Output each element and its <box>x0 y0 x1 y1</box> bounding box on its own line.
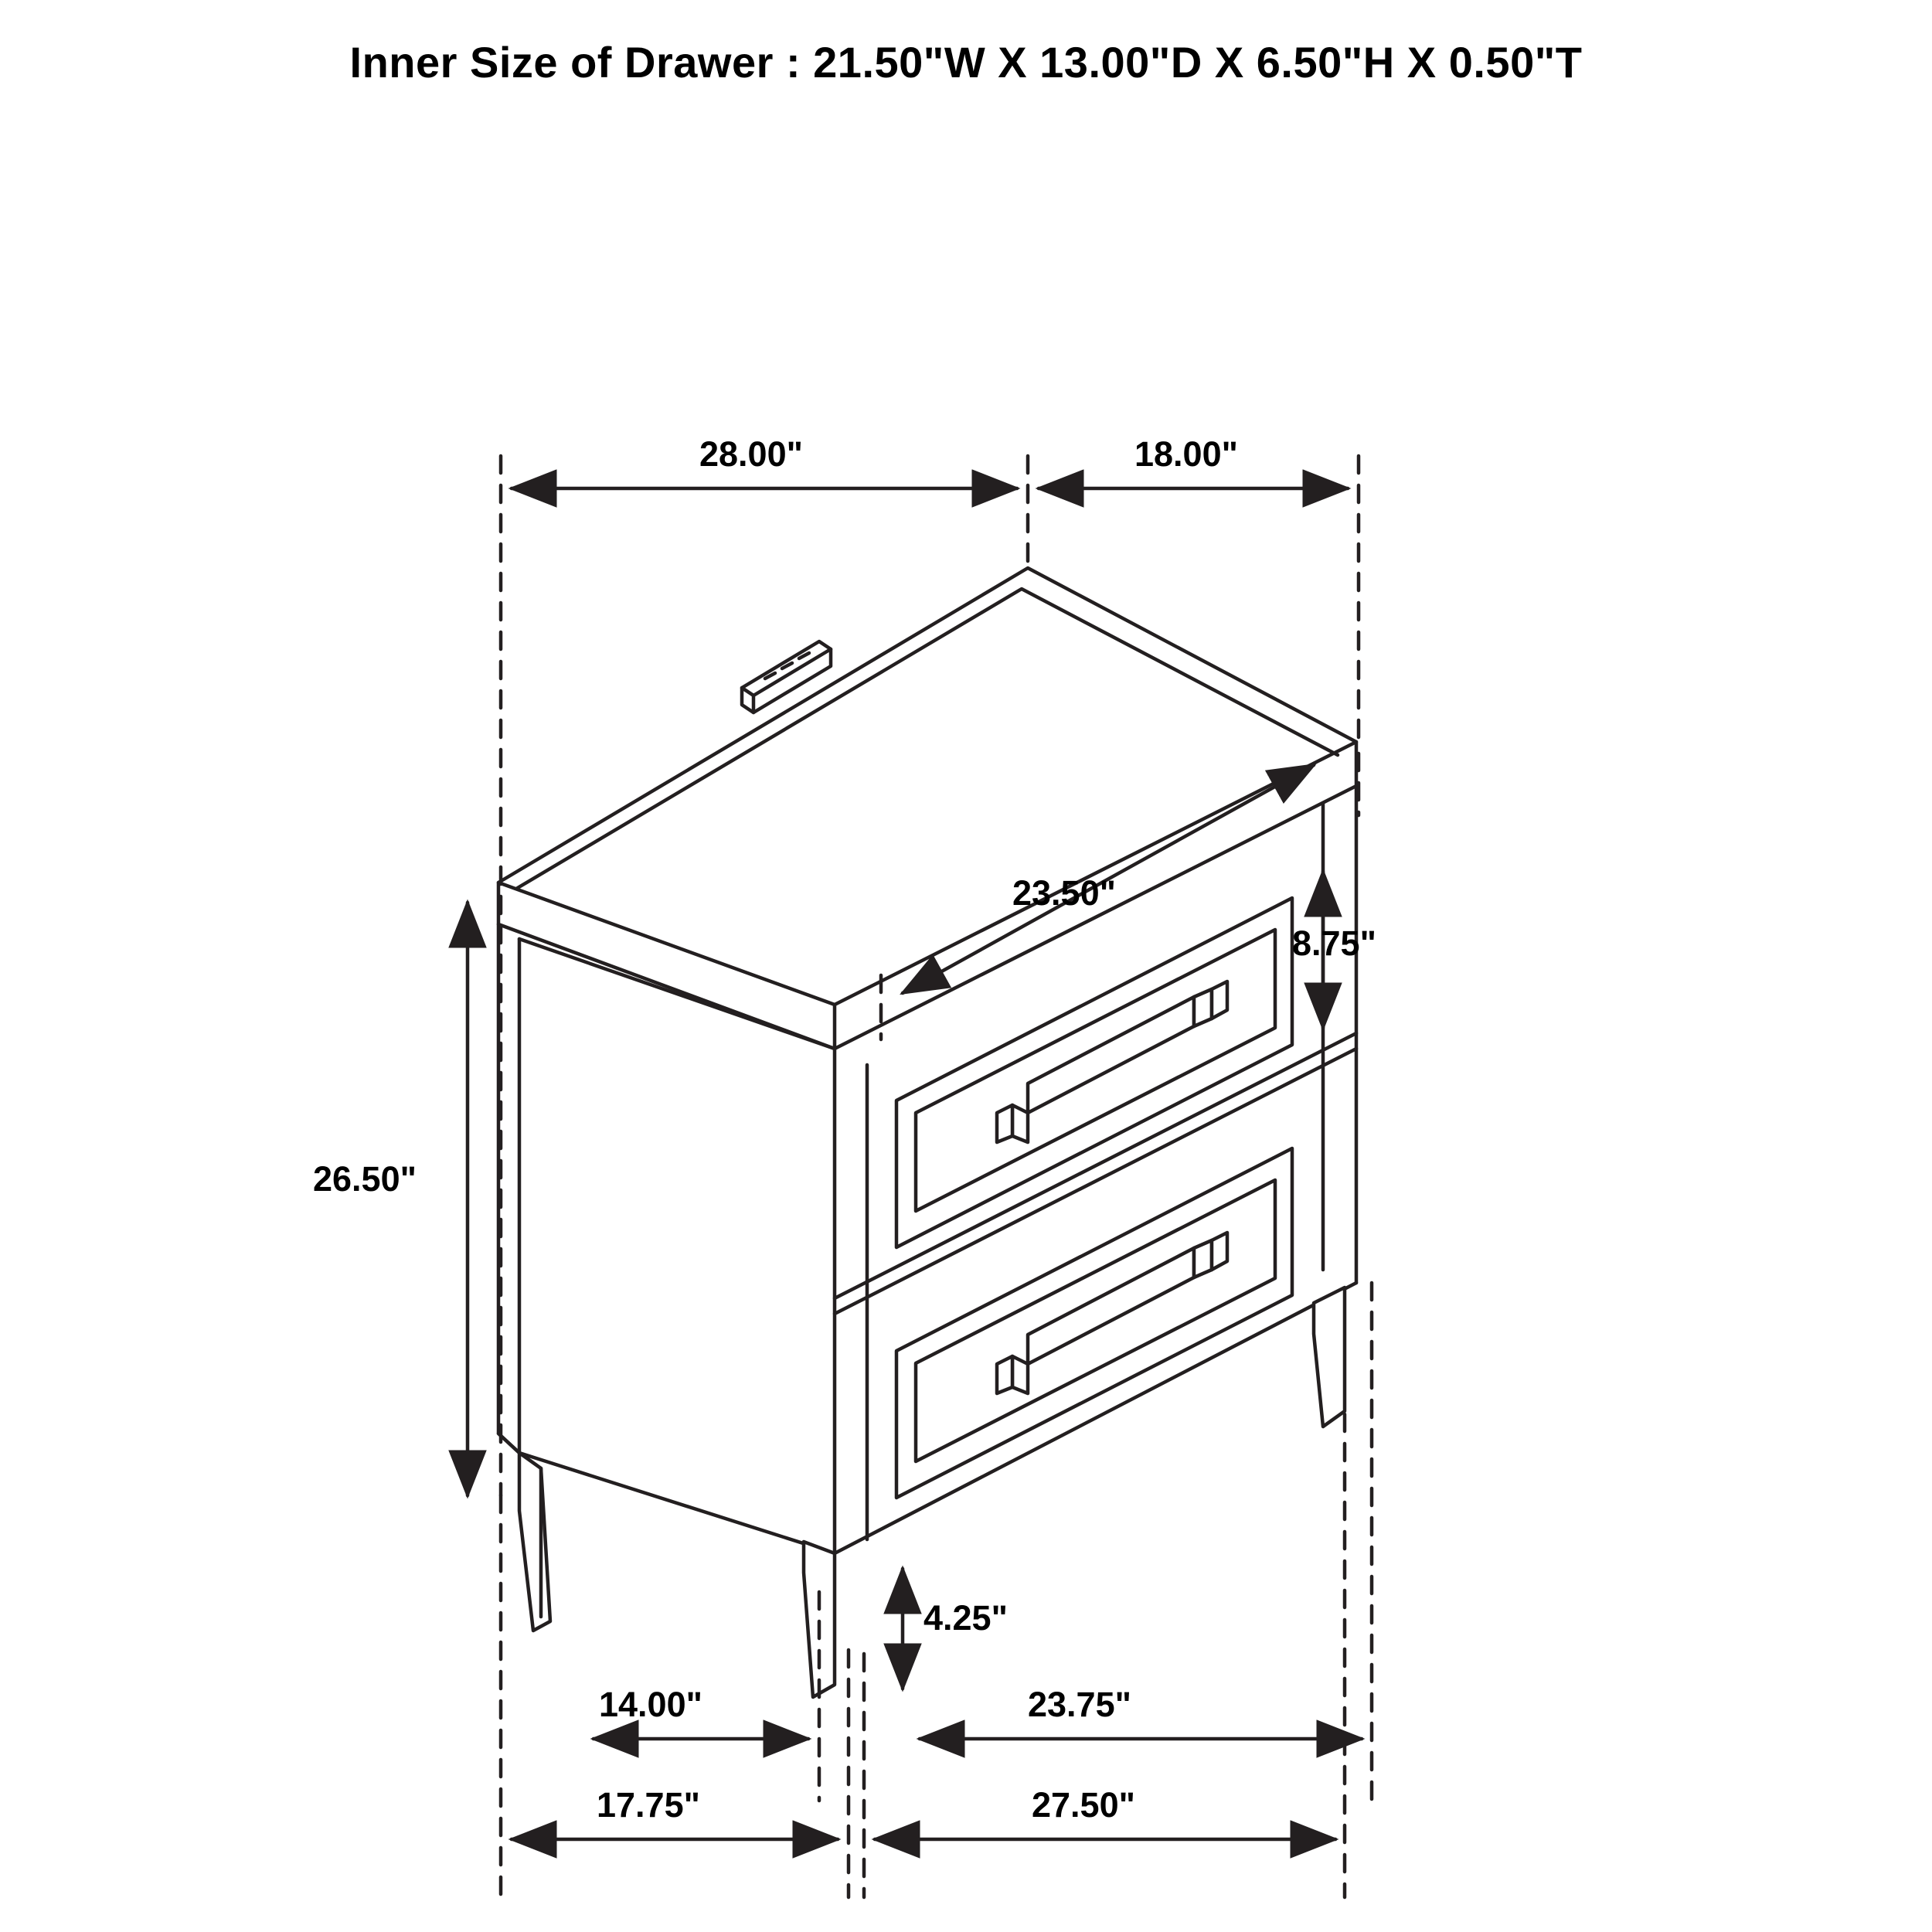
leg-front-right <box>804 1542 835 1697</box>
dimension-label-foot-outer-width: 27.50" <box>1032 1785 1135 1825</box>
dimension-label-overall-height: 26.50" <box>313 1159 417 1199</box>
leg-back-right <box>1314 1287 1345 1427</box>
dimension-label-top-depth: 23.50" <box>1012 873 1116 913</box>
dimension-label-foot-inner-width: 23.75" <box>1028 1685 1131 1724</box>
dimension-label-drawer-height: 8.75" <box>1292 923 1376 963</box>
page-title: Inner Size of Drawer : 21.50"W X 13.00"D X 6.50"H X 0.50"T <box>349 38 1583 87</box>
dimension-label-foot-outer-depth: 17.75" <box>597 1785 700 1825</box>
nightstand-body <box>498 568 1356 1697</box>
dimension-label-depth-overall: 18.00" <box>1134 434 1238 474</box>
dimension-label-width-overall: 28.00" <box>699 434 803 474</box>
dimension-label-foot-inner-depth: 14.00" <box>599 1685 702 1724</box>
leg-front-left <box>519 1453 550 1631</box>
dimension-label-leg-height: 4.25" <box>923 1598 1008 1638</box>
